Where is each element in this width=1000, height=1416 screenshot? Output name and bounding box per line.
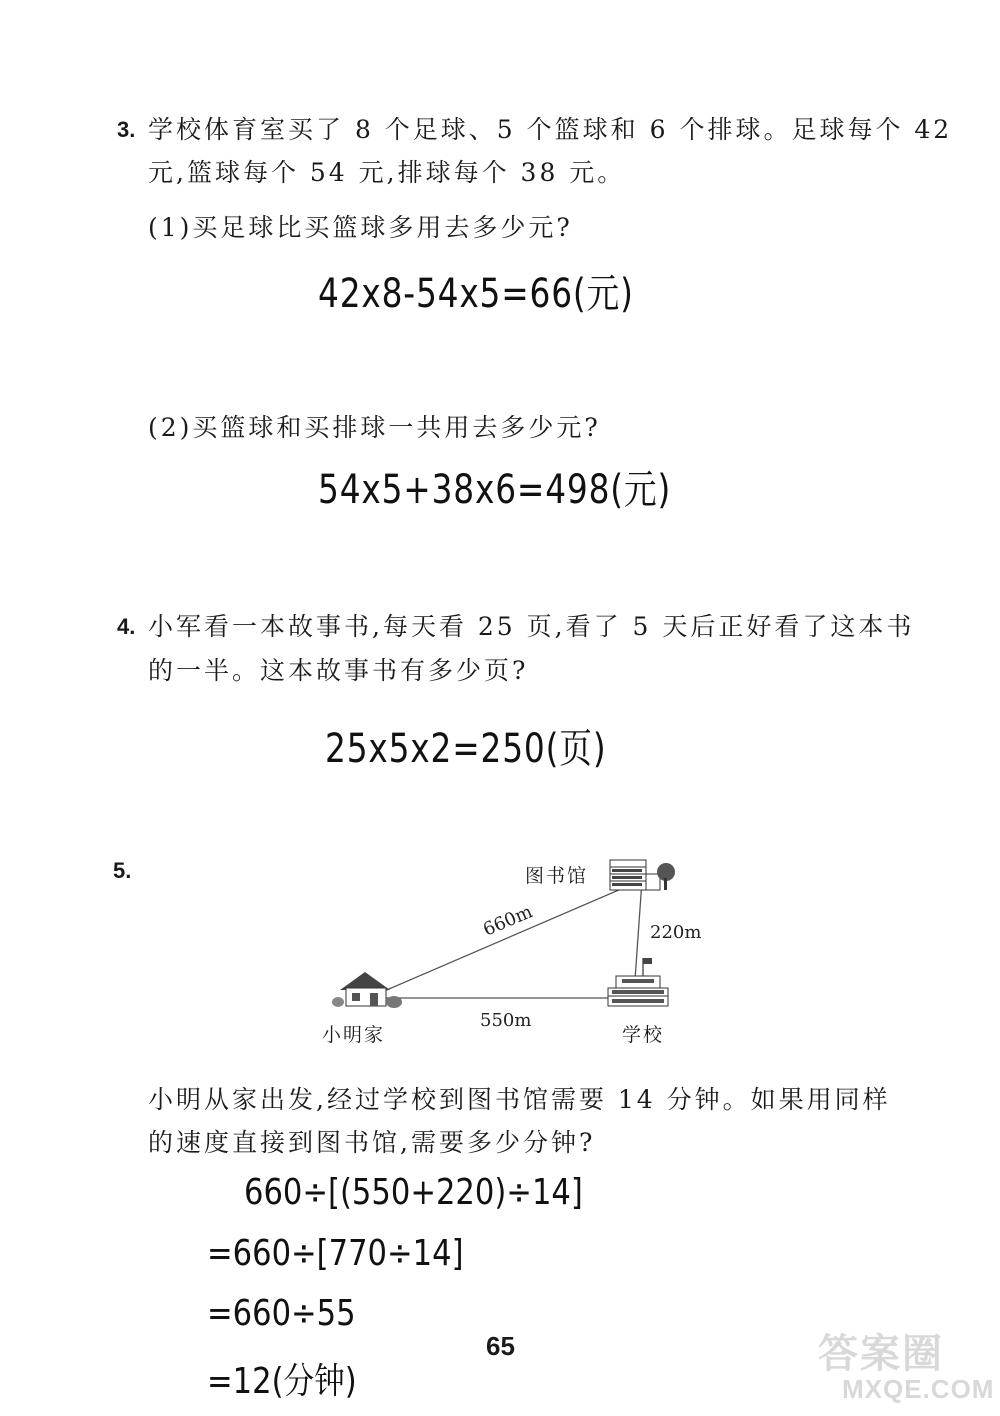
question-4-line-1: 小军看一本故事书,每天看 25 页,看了 5 天后正好看了这本书 [148, 612, 915, 641]
question-5-work-line-4: =12(分钟) [207, 1361, 357, 1402]
question-3-sub-2: (2)买篮球和买排球一共用去多少元? [148, 413, 601, 442]
school-label: 学校 [622, 1024, 665, 1046]
distance-220-label: 220m [650, 922, 702, 943]
question-3-sub-2-answer: 54x5+38x6=498(元) [318, 467, 672, 513]
line-library-school [635, 880, 642, 980]
question-5-number: 5. [113, 858, 132, 883]
question-3-number: 3. [117, 117, 136, 142]
home-label: 小明家 [322, 1024, 386, 1046]
question-4-answer: 25x5x2=250(页) [325, 726, 607, 772]
question-5-work-line-3: =660÷55 [207, 1293, 356, 1334]
line-home-library [375, 880, 642, 995]
question-4-line-2: 的一半。这本故事书有多少页? [148, 656, 529, 685]
home-house-icon [332, 972, 402, 1008]
watermark-logo: 答案圈 [818, 1331, 944, 1377]
distance-660-label: 660m [480, 901, 536, 941]
question-5-work-line-1: 660÷[(550+220)÷14] [244, 1172, 583, 1213]
question-3-sub-1: (1)买足球比买篮球多用去多少元? [148, 213, 573, 242]
distance-550-label: 550m [480, 1010, 532, 1031]
page-number: 65 [486, 1331, 515, 1361]
question-4-number: 4. [117, 614, 136, 639]
library-label: 图书馆 [525, 865, 589, 887]
question-5-work-line-2: =660÷[770÷14] [207, 1233, 464, 1274]
question-3-line-2: 元,篮球每个 54 元,排球每个 38 元。 [148, 158, 626, 187]
watermark-text: MXQE.COM [842, 1374, 995, 1404]
question-5-line-1: 小明从家出发,经过学校到图书馆需要 14 分钟。如果用同样 [148, 1085, 891, 1114]
school-building-icon [608, 958, 668, 1006]
question-5-line-2: 的速度直接到图书馆,需要多少分钟? [148, 1128, 596, 1157]
question-3-line-1: 学校体育室买了 8 个足球、5 个篮球和 6 个排球。足球每个 42 [148, 115, 953, 144]
question-3-sub-1-answer: 42x8-54x5=66(元) [318, 271, 634, 317]
library-building-icon [610, 860, 675, 890]
